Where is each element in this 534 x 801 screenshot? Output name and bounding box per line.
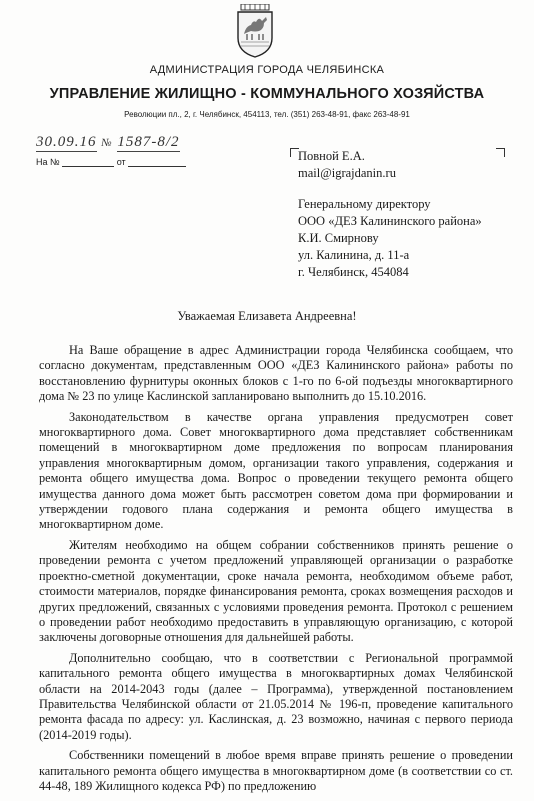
recipient-street: ул. Калинина, д. 11-а [298,248,410,262]
registration-no-label: № [101,137,113,149]
recipient-position: Генеральному директору [298,197,431,211]
recipient-block-secondary [298,196,482,281]
recipient-block-primary [298,148,396,182]
body-paragraph: Дополнительно сообщаю, что в соответствии с Региональной программой капитального ремонта общего имущества в многоквартирных домах Челябинской области на 2014-2043 годы (далее – Программа), утвержденной постановлением Правительства Челябинской области от 21.05.2014 № 196-п, проведение капитального ремонта фасада по адресу: ул. Каслинская, д. 23 возможно, начиная с первого периода (2014-2019 годы). [39,650,513,742]
department-name: УПРАВЛЕНИЕ ЖИЛИЩНО - КОММУНАЛЬНОГО ХОЗЯЙСТВА [49,86,485,102]
body-paragraph: Собственники помещений в любое время вправе принять решение о проведении капитального ремонта общего имущества в многоквартирном доме (в соответствии со ст. 44-48, 189 Жилищного кодекса РФ) по предложению [39,748,513,793]
from-label: от [116,157,126,167]
body-paragraph: Жителям необходимо на общем собрании собственников принять решение о проведении ремонта с учетом предложений управляющей организации о разработке проектно-сметной документации, сроке начала ремонта, необходимом объеме работ, стоимости материалов, порядке финансирования ремонта, сроках возмещения расходов и других предложений, связанных с условиями проведения ремонта. Протокол с решением о проведении работ необходимо предоставить в управляющую организацию, с которой заключены договорные отношения для дальнейшей работы. [39,537,513,645]
recipient-city: г. Челябинск, 454084 [298,265,409,279]
registration-number: 1587-8/2 [117,134,180,150]
response-label: На № [36,157,60,167]
recipient-director: К.И. Смирнову [298,231,379,245]
recipient-email: mail@igrajdanin.ru [298,166,396,180]
coat-of-arms-icon [235,4,275,58]
recipient-organization: ООО «ДЕЗ Калининского района» [298,214,482,228]
recipient-name: Повной Е.А. [298,149,365,163]
body-paragraph: Законодательством в качестве органа управления предусмотрен совет многоквартирного дома. Совет многоквартирного дома представляет собственникам помещений в многоквартирном доме предложения по вопросам планирования управления многоквартирным домом, организации такого управления, содержания и ремонта общего имущества дома. Вопрос о проведении текущего ремонта общего имущества данного дома может быть рассмотрен советом дома при формировании и утверждении годового плана содержания и ремонта общего имущества в многоквартирном доме. [39,409,513,532]
body-paragraph: На Ваше обращение в адрес Администрации города Челябинска сообщаем, что согласно документам, представленным ООО «ДЕЗ Калининского района» работы по восстановлению фурнитуры оконных блоков с 1-го по 6-ой подъезды многоквартирного дома № 23 по улице Каслинской запланировано выполнить до 15.10.2016. [39,343,513,404]
greeting: Уважаемая Елизавета Андреевна! [177,309,357,323]
letter-body [39,343,513,799]
address-corner-right [496,148,505,157]
response-reference-line [36,157,186,167]
registration-date: 30.09.16 [36,134,97,150]
administration-name: АДМИНИСТРАЦИЯ ГОРОДА ЧЕЛЯБИНСКА [149,64,385,76]
department-address: Революции пл., 2, г. Челябинск, 454113, тел. (351) 263-48-91, факс 263-48-91 [124,110,410,119]
outgoing-registration [36,134,180,152]
